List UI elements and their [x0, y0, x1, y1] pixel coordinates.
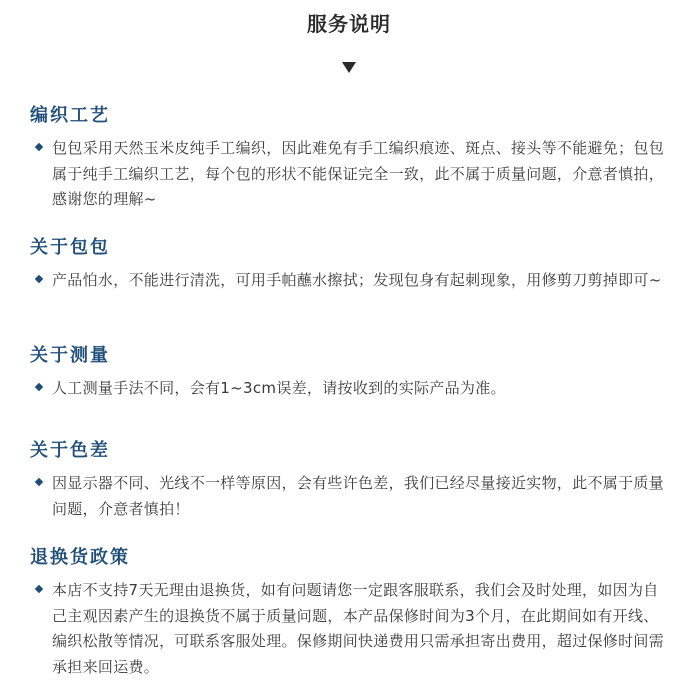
section-weaving [30, 104, 670, 213]
section-title: 关于包包 [30, 237, 110, 258]
section-title: 编织工艺 [30, 105, 110, 126]
page-title: 服务说明 [307, 12, 391, 36]
section-text: 本店不支持7天无理由退换货，如有问题请您一定跟客服联系，我们会及时处理，如因为自己主观因素产生的退换货不属于质量问题，本产品保修时间为3个月，在此期间如有开线、编织松散等情况，可联系客服处理。保修期间快递费用只需承担寄出费用，超过保修时间需承担来回运费。 [52, 581, 665, 676]
section-text: 产品怕水，不能进行清洗，可用手帕蘸水擦拭；发现包身有起刺现象，用修剪刀剪掉即可~ [52, 271, 662, 289]
section-title: 关于色差 [30, 440, 110, 461]
section-bag [30, 236, 670, 294]
section-color-difference [30, 439, 670, 522]
diamond-bullet-icon [35, 478, 43, 486]
diamond-bullet-icon [35, 275, 43, 283]
diamond-bullet-icon [35, 143, 43, 151]
section-measurement [30, 344, 670, 402]
diamond-bullet-icon [35, 383, 43, 391]
section-body [30, 136, 670, 213]
section-body [30, 578, 670, 680]
section-text: 包包采用天然玉米皮纯手工编织，因此难免有手工编织痕迹、斑点、接头等不能避免；包包属于纯手工编织工艺，每个包的形状不能保证完全一致，此不属于质量问题，介意者慎拍，感谢您的理解~ [52, 139, 665, 208]
section-title: 关于测量 [30, 345, 110, 366]
section-body [30, 376, 670, 402]
section-return-policy [30, 546, 670, 680]
section-body [30, 471, 670, 522]
section-text: 人工测量手法不同，会有1~3cm误差，请按收到的实际产品为准。 [52, 379, 506, 397]
down-arrow-icon [342, 62, 356, 73]
section-title: 退换货政策 [30, 547, 130, 568]
section-text: 因显示器不同、光线不一样等原因，会有些许色差，我们已经尽量接近实物，此不属于质量问题，介意者慎拍！ [52, 474, 665, 518]
section-body [30, 268, 670, 294]
diamond-bullet-icon [35, 585, 43, 593]
